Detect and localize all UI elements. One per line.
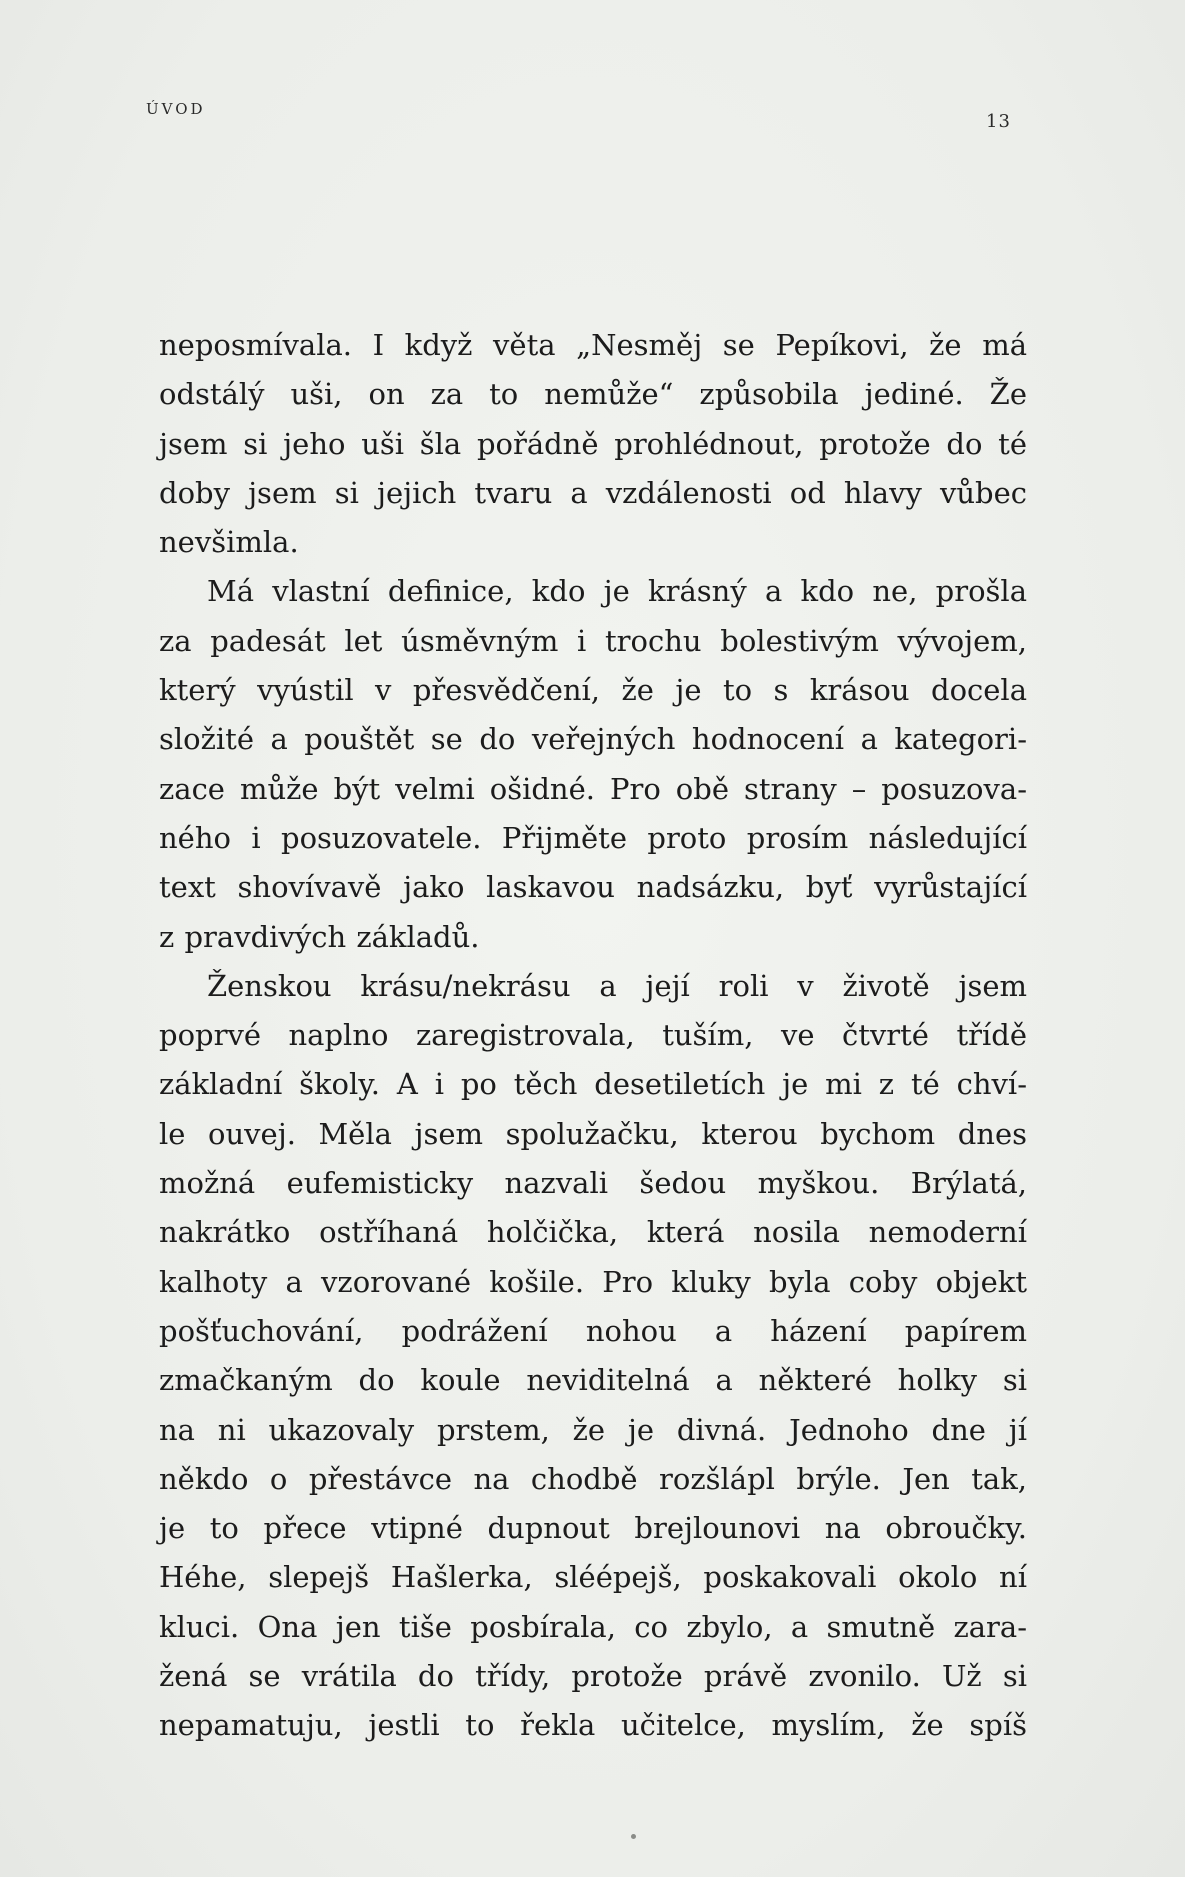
text-line: pošťuchování, podrážení nohou a házení papírem	[159, 1313, 1027, 1348]
text-line: někdo o přestávce na chodbě rozšlápl brýle. Jen tak,	[159, 1461, 1027, 1496]
text-line: na ni ukazovaly prstem, že je divná. Jednoho dne jí	[159, 1412, 1027, 1447]
body-text	[159, 321, 1027, 1751]
running-head: ÚVOD	[146, 100, 206, 118]
paper-speck	[631, 1834, 636, 1839]
text-line: nevšimla.	[159, 525, 299, 560]
text-line: možná eufemisticky nazvali šedou myškou. Brýlatá,	[159, 1166, 1027, 1201]
text-line: za padesát let úsměvným i trochu bolestivým vývojem,	[159, 623, 1027, 658]
text-line: nakrátko ostříhaná holčička, která nosila nemoderní	[159, 1215, 1027, 1250]
text-line: nepamatuju, jestli to řekla učitelce, myslím, že spíš	[159, 1708, 1027, 1743]
text-line: kluci. Ona jen tiše posbírala, co zbylo, a smutně zara-	[159, 1609, 1027, 1644]
text-line: který vyústil v přesvědčení, že je to s krásou docela	[159, 673, 1027, 708]
text-line: poprvé naplno zaregistrovala, tuším, ve čtvrté třídě	[159, 1018, 1027, 1053]
text-line: Héhe, slepejš Hašlerka, sléépejš, poskakovali okolo ní	[159, 1560, 1027, 1595]
text-line: složité a pouštět se do veřejných hodnocení a kategori-	[159, 722, 1027, 757]
text-line: jsem si jeho uši šla pořádně prohlédnout, protože do té	[159, 426, 1027, 461]
text-line: text shovívavě jako laskavou nadsázku, byť vyrůstající	[159, 870, 1027, 905]
text-line: je to přece vtipné dupnout brejlounovi na obroučky.	[159, 1511, 1027, 1546]
text-line: neposmívala. I když věta „Nesměj se Pepíkovi, že má	[159, 328, 1027, 362]
text-line: kalhoty a vzorované košile. Pro kluky byla coby objekt	[159, 1264, 1027, 1299]
text-line: ného i posuzovatele. Přijměte proto prosím následující	[159, 820, 1027, 855]
text-line: le ouvej. Měla jsem spolužačku, kterou bychom dnes	[159, 1116, 1027, 1151]
text-line: odstálý uši, on za to nemůže“ způsobila jediné. Že	[159, 377, 1027, 412]
text-line: žená se vrátila do třídy, protože právě zvonilo. Už si	[159, 1659, 1027, 1694]
text-line: Ženskou krásu/nekrásu a její roli v životě jsem	[207, 968, 1027, 1003]
text-line: z pravdivých základů.	[159, 919, 480, 954]
text-line: zmačkaným do koule neviditelná a některé holky si	[159, 1363, 1027, 1398]
text-line: zace může být velmi ošidné. Pro obě strany – posuzova-	[159, 771, 1027, 806]
text-line: základní školy. A i po těch desetiletích je mi z té chví-	[159, 1067, 1027, 1102]
text-line: Má vlastní definice, kdo je krásný a kdo ne, prošla	[207, 574, 1027, 609]
page-number: 13	[986, 111, 1011, 132]
text-line: doby jsem si jejich tvaru a vzdálenosti od hlavy vůbec	[159, 475, 1027, 510]
